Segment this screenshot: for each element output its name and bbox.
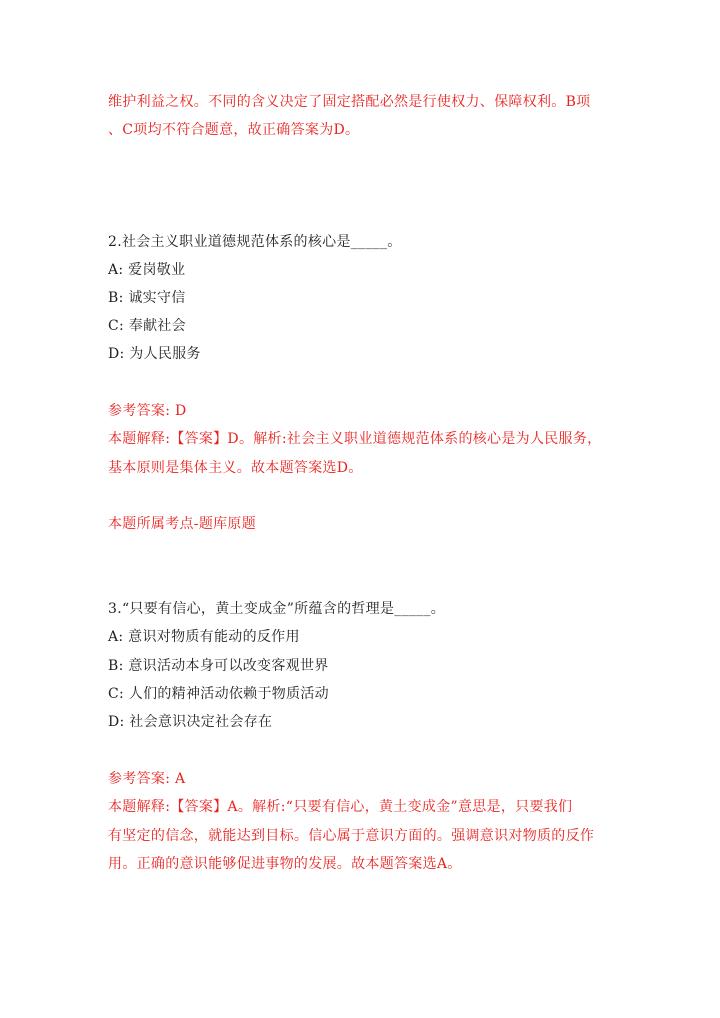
q2-option-a: A: 爱岗敬业 xyxy=(108,262,186,278)
q3-option-a: A: 意识对物质有能动的反作用 xyxy=(108,629,300,645)
q3-stem: 3.“只要有信心，黄土变成金”所蕴含的哲理是_____。 xyxy=(108,601,446,617)
q3-answer: 参考答案: A xyxy=(108,771,186,787)
q2-explanation-line-1: 本题解释:【答案】D。解析:社会主义职业道德规范体系的核心是为人民服务， xyxy=(108,431,602,447)
q3-option-d: D: 社会意识决定社会存在 xyxy=(108,714,273,730)
q1-explanation-line-1: 维护利益之权。不同的含义决定了固定搭配必然是行使权力、保障权利。B项 xyxy=(108,94,591,110)
q3-option-c: C: 人们的精神活动依赖于物质活动 xyxy=(108,686,329,702)
q2-option-c: C: 奉献社会 xyxy=(108,318,186,334)
q2-option-b: B: 诚实守信 xyxy=(108,290,186,306)
q2-option-d: D: 为人民服务 xyxy=(108,346,201,362)
q2-knowledge-point: 本题所属考点-题库原题 xyxy=(108,516,257,532)
q2-explanation-line-2: 基本原则是集体主义。故本题答案选D。 xyxy=(108,460,363,476)
q3-explanation-line-3: 用。正确的意识能够促进事物的发展。故本题答案选A。 xyxy=(108,856,462,872)
q1-explanation-line-2: 、C项均不符合题意，故正确答案为D。 xyxy=(108,122,360,138)
q3-explanation-line-1: 本题解释:【答案】A。解析:“只要有信心，黄土变成金”意思是，只要我们 xyxy=(108,799,573,815)
q2-stem: 2.社会主义职业道德规范体系的核心是_____。 xyxy=(108,234,402,250)
q3-option-b: B: 意识活动本身可以改变客观世界 xyxy=(108,658,329,674)
q2-answer: 参考答案: D xyxy=(108,403,187,419)
q3-explanation-line-2: 有坚定的信念，就能达到目标。信心属于意识方面的。强调意识对物质的反作 xyxy=(108,828,595,844)
